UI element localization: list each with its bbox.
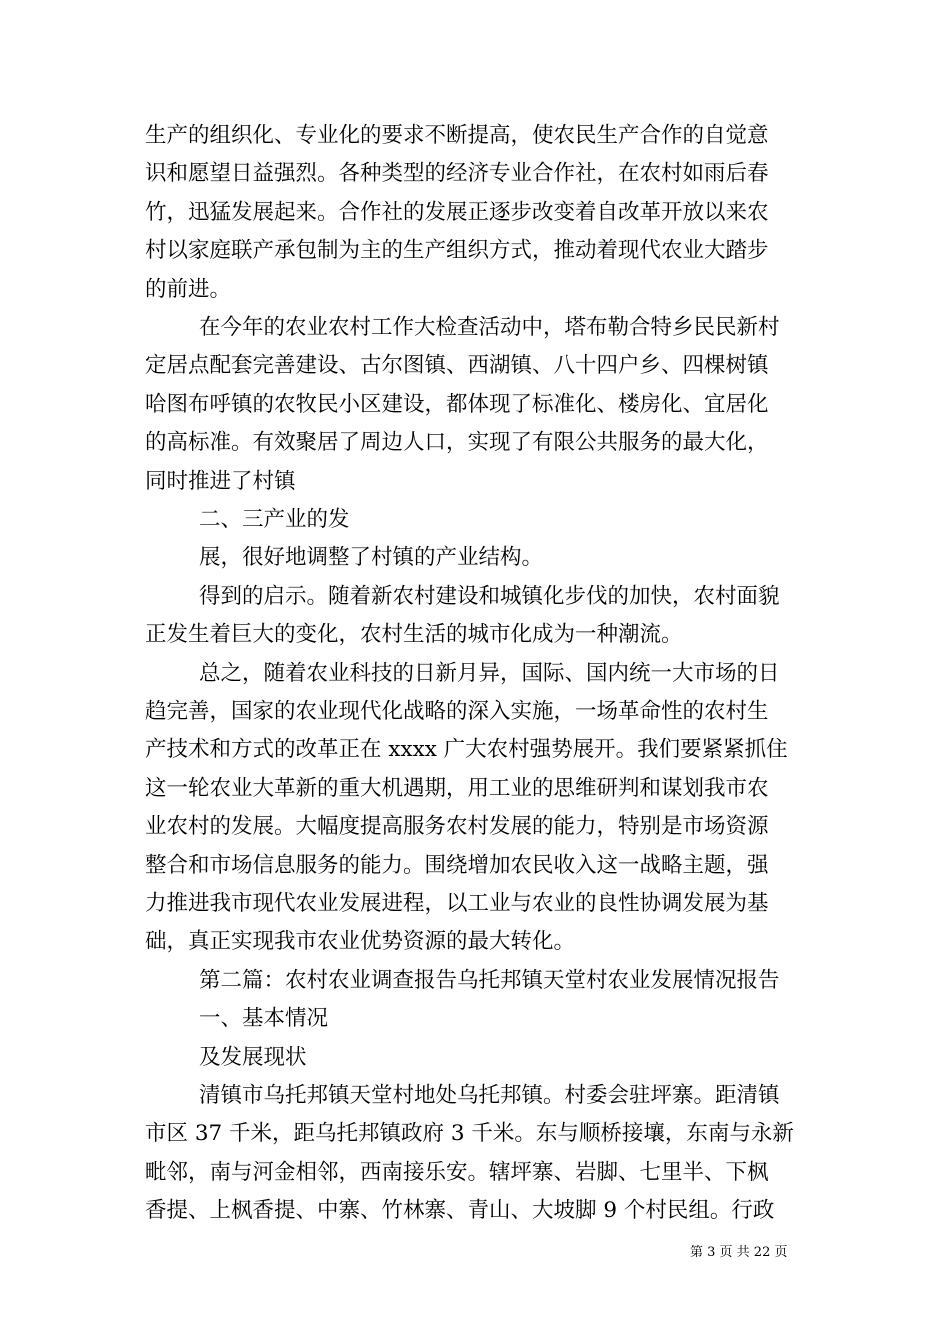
body-text-line: 的前进。 [145, 276, 232, 302]
paragraph-start-line: 在今年的农业农村工作大检查活动中，塔布勒合特乡民民新村 [199, 315, 780, 340]
body-text-line: 香提、上枫香提、中寨、竹林寨、青山、大坡脚 9 个村民组。行政 [145, 1198, 775, 1224]
body-text-line: 的高标准。有效聚居了周边人口，实现了有限公共服务的最大化， [145, 430, 769, 456]
paragraph-start-line: 展，很好地调整了村镇的产业结构。 [199, 545, 544, 571]
body-text-line: 村以家庭联产承包制为主的生产组织方式，推动着现代农业大踏步 [145, 238, 769, 264]
body-text-line: 同时推进了村镇 [145, 468, 296, 494]
body-text-line: 定居点配套完善建设、古尔图镇、西湖镇、八十四户乡、四棵树镇 [145, 353, 769, 379]
paragraph-start-line: 清镇市乌托邦镇天堂村地处乌托邦镇。村委会驻坪寨。距清镇 [199, 1083, 780, 1108]
body-text-line: 正发生着巨大的变化，农村生活的城市化成为一种潮流。 [145, 622, 683, 648]
body-text-line: 业农村的发展。大幅度提高服务农村发展的能力，特别是市场资源 [145, 814, 769, 840]
body-text-line: 产技术和方式的改革正在 xxxx 广大农村强势展开。我们要紧紧抓住 [145, 737, 788, 763]
subsection-heading: 及发展现状 [199, 1044, 307, 1070]
body-text-line: 毗邻，南与河金相邻，西南接乐安。辖坪寨、岩脚、七里半、下枫 [145, 1159, 769, 1185]
subsection-heading: 一、基本情况 [199, 1006, 329, 1032]
body-text-line: 力推进我市现代农业发展进程，以工业与农业的良性协调发展为基 [145, 891, 769, 916]
body-text-line: 哈图布呼镇的农牧民小区建设，都体现了标准化、楼房化、宜居化 [145, 391, 769, 417]
body-text-line: 市区 37 千米，距乌托邦镇政府 3 千米。东与顺桥接壤，东南与永新 [145, 1121, 794, 1147]
paragraph-start-line: 二、三产业的发 [199, 507, 350, 532]
body-text-line: 这一轮农业大革新的重大机遇期，用工业的思维研判和谋划我市农 [145, 775, 769, 801]
section-heading: 第二篇：农村农业调查报告乌托邦镇天堂村农业发展情况报告 [199, 967, 780, 993]
page-number-footer: 第 3 页 共 22 页 [690, 1245, 788, 1260]
body-text-line: 识和愿望日益强烈。各种类型的经济专业合作社，在农村如雨后春 [145, 161, 769, 187]
body-text-line: 趋完善，国家的农业现代化战略的深入实施，一场革命性的农村生 [145, 699, 769, 724]
body-text-line: 整合和市场信息服务的能力。围绕增加农民收入这一战略主题，强 [145, 852, 769, 878]
body-text-line: 竹，迅猛发展起来。合作社的发展正逐步改变着自改革开放以来农 [145, 199, 769, 225]
body-text-line: 础，真正实现我市农业优势资源的最大转化。 [145, 929, 576, 955]
paragraph-start-line: 总之，随着农业科技的日新月异，国际、国内统一大市场的日 [199, 660, 780, 686]
body-text-line: 生产的组织化、专业化的要求不断提高，使农民生产合作的自觉意 [145, 123, 769, 148]
paragraph-start-line: 得到的启示。随着新农村建设和城镇化步伐的加快，农村面貌 [199, 583, 780, 609]
